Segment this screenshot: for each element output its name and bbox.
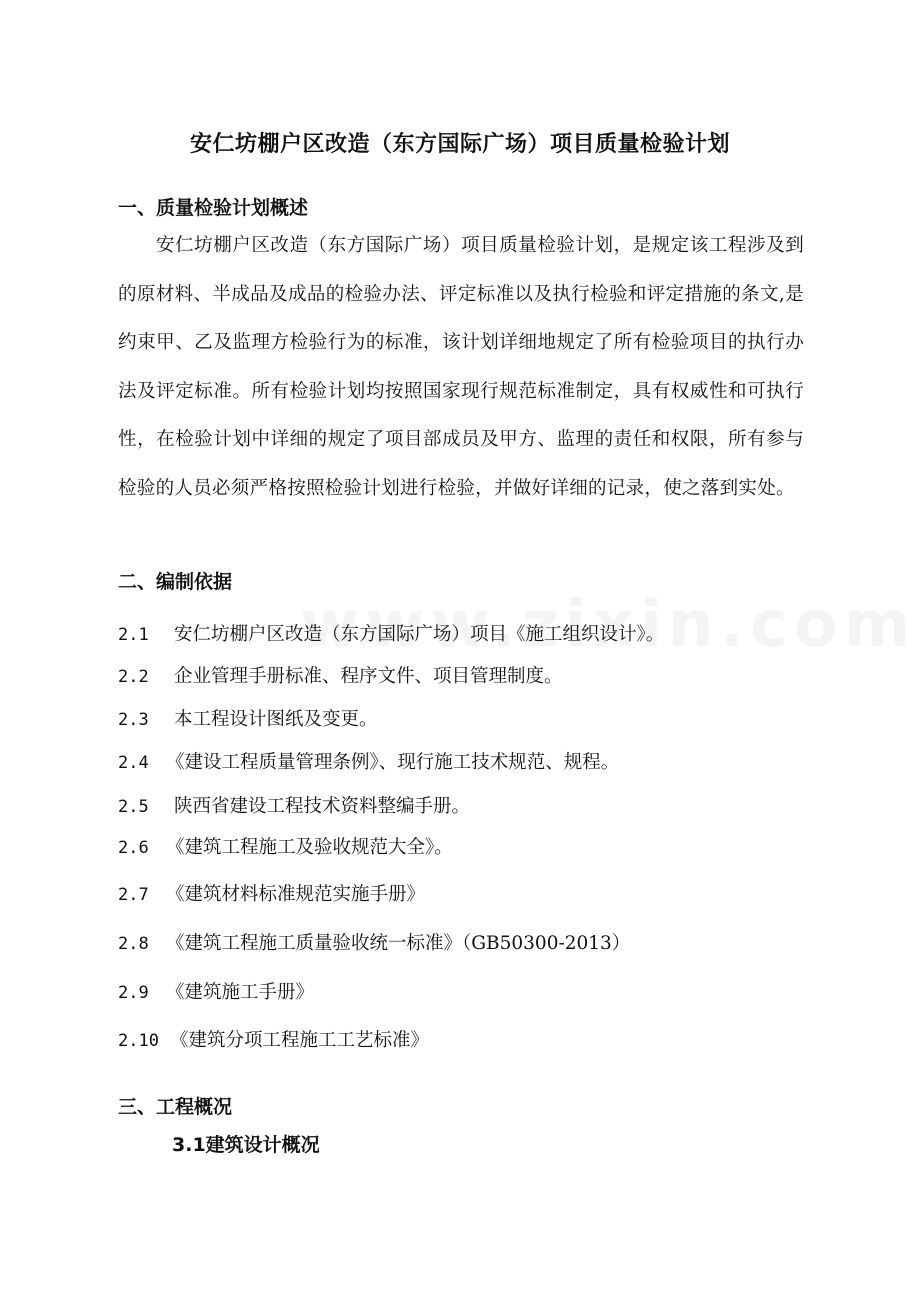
reference-item-2-9	[118, 978, 818, 1008]
reference-number: 2.4	[118, 753, 149, 773]
reference-text: 本工程设计图纸及变更。	[174, 709, 378, 730]
reference-text: 企业管理手册标准、程序文件、项目管理制度。	[174, 666, 563, 687]
reference-item-2-1	[118, 620, 818, 650]
reference-number: 2.3	[118, 710, 149, 730]
reference-text: 《建筑材料标准规范实施手册》	[166, 884, 426, 905]
reference-text: 《建筑工程施工及验收规范大全》。	[166, 837, 453, 858]
reference-number: 2.7	[118, 885, 149, 905]
reference-text: 陕西省建设工程技术资料整编手册。	[174, 796, 471, 817]
reference-text: 《建筑工程施工质量验收统一标准》（GB50300-2013）	[166, 933, 631, 954]
section-1-paragraph: 安仁坊棚户区改造（东方国际广场）项目质量检验计划，是规定该工程涉及到的原材料、半成品及成品的检验办法、评定标准以及执行检验和评定措施的条文,是约束甲、乙及监理方检验行为的标准，该计划详细地规定了所有检验项目的执行办法及评定标准。所有检验计划均按照国家现行规范标准制定，具有权威性和可执行性，在检验计划中详细的规定了项目部成员及甲方、监理的责任和权限，所有参与检验的人员必须严格按照检验计划进行检验，并做好详细的记录，使之落到实处。	[118, 235, 804, 499]
reference-text: 《建筑施工手册》	[166, 982, 315, 1003]
reference-text: 《建设工程质量管理条例》、现行施工技术规范、规程。	[166, 752, 620, 773]
reference-number: 2.9	[118, 983, 149, 1003]
section-3-heading: 三、工程概况	[118, 1096, 233, 1118]
reference-number: 2.10	[118, 1031, 159, 1051]
reference-text: 《建筑分项工程施工工艺标准》	[170, 1030, 430, 1051]
reference-number: 2.5	[118, 797, 149, 817]
reference-item-2-8	[118, 929, 818, 959]
reference-number: 2.1	[118, 625, 149, 645]
reference-number: 2.8	[118, 934, 149, 954]
section-3-1-subheading: 3.1建筑设计概况	[172, 1134, 320, 1156]
reference-item-2-7	[118, 880, 818, 910]
reference-text: 安仁坊棚户区改造（东方国际广场）项目《施工组织设计》。	[174, 624, 665, 645]
reference-item-2-3	[118, 705, 818, 735]
reference-item-2-2	[118, 662, 818, 692]
reference-item-2-10	[118, 1026, 818, 1056]
section-2-heading: 二、编制依据	[118, 571, 233, 593]
reference-item-2-5	[118, 792, 818, 822]
reference-item-2-6	[118, 833, 818, 863]
reference-item-2-4	[118, 748, 818, 778]
section-1-heading: 一、质量检验计划概述	[118, 197, 309, 219]
reference-number: 2.6	[118, 838, 149, 858]
reference-number: 2.2	[118, 667, 149, 687]
document-title: 安仁坊棚户区改造（东方国际广场）项目质量检验计划	[189, 132, 730, 157]
